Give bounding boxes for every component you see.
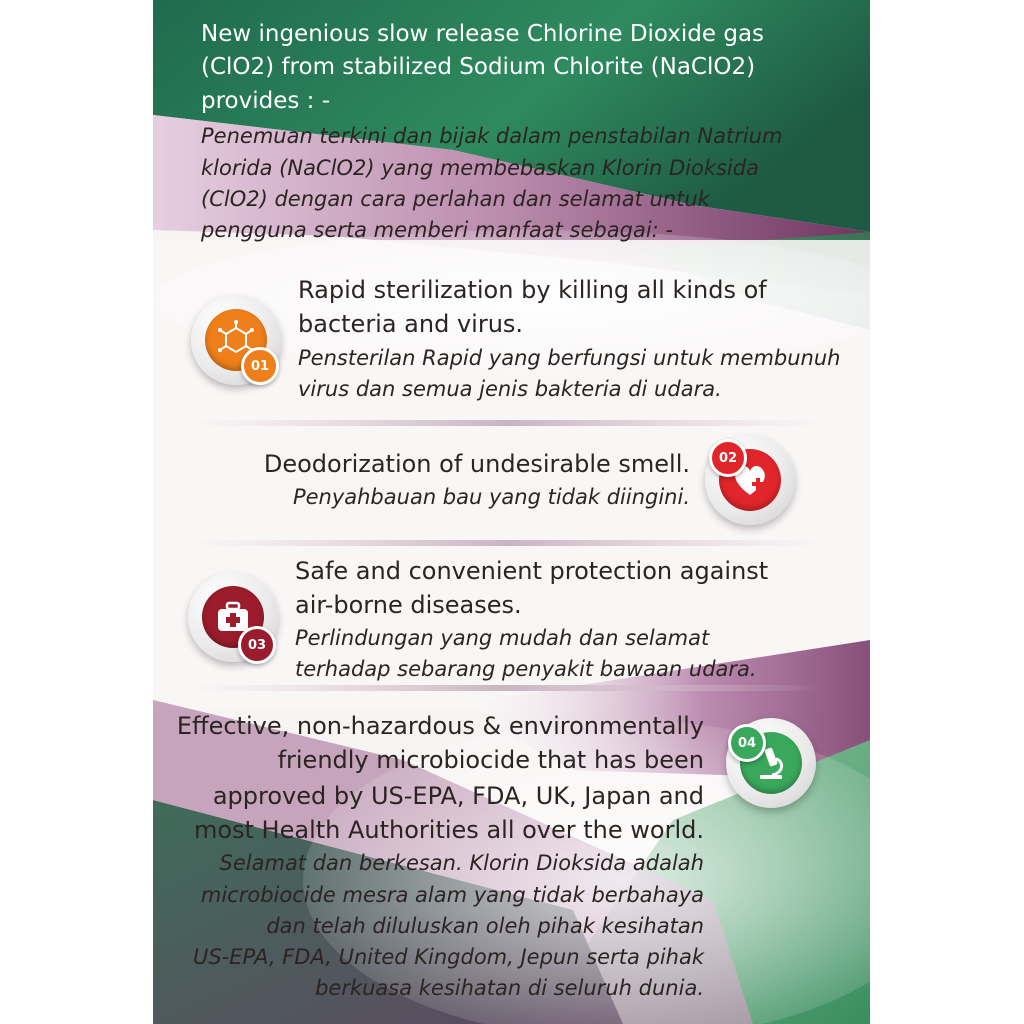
- benefit-ms-line: Pensterilan Rapid yang berfungsi untuk membunuh: [298, 346, 841, 370]
- benefit-ms-line: Penyahbauan bau yang tidak diingini.: [292, 485, 690, 509]
- benefit-ms-line: berkuasa kesihatan di seluruh dunia.: [315, 976, 704, 1000]
- benefit-ms-line: Perlindungan yang mudah dan selamat: [295, 626, 710, 650]
- benefit-ms-line: dan telah diluluskan oleh pihak kesihatan: [266, 914, 704, 938]
- brochure-page: [153, 0, 870, 1024]
- intro-ms-line: (ClO2) dengan cara perlahan dan selamat untuk: [201, 187, 710, 211]
- intro-en-line: provides : -: [201, 88, 331, 114]
- benefit-ms-line: US-EPA, FDA, United Kingdom, Jepun serta pihak: [192, 945, 704, 969]
- benefit-en-line: Deodorization of undesirable smell.: [263, 450, 690, 478]
- intro-en-line: New ingenious slow release Chlorine Dioxide gas: [201, 21, 765, 47]
- benefit-number-badge: 03: [238, 626, 276, 664]
- benefit-medal-03: [188, 572, 278, 662]
- benefit-en-line: bacteria and virus.: [298, 310, 524, 338]
- benefit-en-line: air-borne diseases.: [295, 591, 522, 619]
- intro-ms-line: pengguna serta memberi manfaat sebagai: -: [201, 218, 673, 242]
- benefit-en-line: Rapid sterilization by killing all kinds of: [298, 276, 767, 304]
- benefit-ms-line: terhadap sebarang penyakit bawaan udara.: [295, 657, 757, 681]
- benefit-en-line: Safe and convenient protection against: [295, 557, 769, 585]
- intro-en-line: (ClO2) from stabilized Sodium Chlorite (NaClO2): [201, 54, 756, 80]
- benefit-medal-01: [191, 295, 281, 385]
- benefit-en-line: approved by US-EPA, FDA, UK, Japan and: [212, 782, 704, 810]
- benefit-en-line: Effective, non-hazardous & environmentally: [176, 712, 704, 740]
- benefit-medal-02: [705, 435, 795, 525]
- intro-ms-line: klorida (NaClO2) yang membebaskan Klorin Dioksida: [201, 156, 759, 180]
- benefit-ms-line: microbiocide mesra alam yang tidak berbahaya: [200, 883, 704, 907]
- benefit-number-badge: 01: [241, 347, 279, 385]
- benefit-ms-line: Selamat dan berkesan. Klorin Dioksida adalah: [219, 851, 704, 875]
- benefit-number-badge: 02: [709, 439, 747, 477]
- intro-ms-line: Penemuan terkini dan bijak dalam penstabilan Natrium: [201, 124, 783, 148]
- benefit-en-line: friendly microbiocide that has been: [277, 746, 704, 774]
- benefit-medal-04: [726, 718, 816, 808]
- benefit-number-badge: 04: [728, 724, 766, 762]
- benefit-ms-line: virus dan semua jenis bakteria di udara.: [298, 377, 722, 401]
- benefit-en-line: most Health Authorities all over the world.: [193, 816, 704, 844]
